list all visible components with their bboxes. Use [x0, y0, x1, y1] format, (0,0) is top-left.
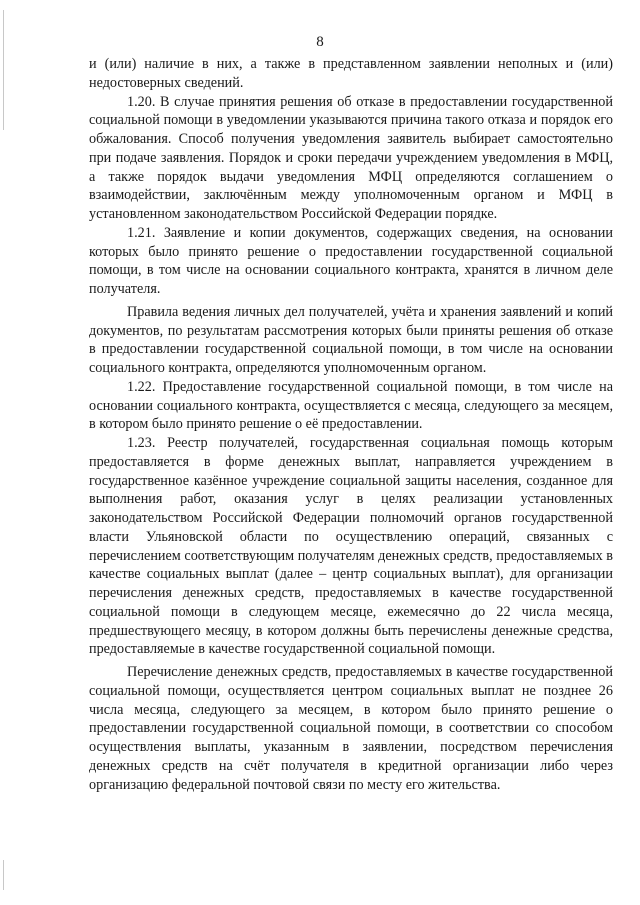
paragraph-continuation: и (или) наличие в них, а также в представленном заявлении неполных и (или) недостоверных сведений.: [89, 56, 613, 91]
page-number: 8: [316, 34, 324, 50]
scan-edge-mark: [3, 860, 4, 890]
scan-edge-mark: [3, 10, 4, 130]
paragraph-1-22: 1.22. Предоставление государственной социальной помощи, в том числе на основании социального контракта, осуществляется с месяца, следующего за месяцем, в котором было принято решение о её предоставлении.: [89, 378, 613, 433]
document-body: [89, 55, 613, 794]
paragraph-personal-files-rules: Правила ведения личных дел получателей, учёта и хранения заявлений и копий документов, по результатам рассмотрения которых были приняты решения об отказе в предоставлении государственной социальной помощи, в том числе на основании социального контракта, определяются уполномоченным органом.: [89, 303, 613, 376]
paragraph-1-23: 1.23. Реестр получателей, государственная социальная помощь которым предоставляется в форме денежных выплат, направляется учреждением в государственное казённое учреждение социальной защиты населения, созданное для выполнения работ, оказания услуг в целях реализации установленных законодательством Российской Федерации полномочий органов государственной власти Ульяновской области по осуществлению операций, связанных с перечислением соответствующим получателям денежных средств, предоставляемых в качестве социальных выплат (далее – центр социальных выплат), для организации перечисления денежных средств, предоставляемых в качестве государственной социальной помощи в следующем месяце, ежемесячно до 22 числа месяца, предшествующего месяцу, в котором должны быть перечислены денежные средства, предоставляемые в качестве государственной социальной помощи.: [89, 435, 613, 658]
paragraph-1-21: 1.21. Заявление и копии документов, содержащих сведения, на основании которых было принято решение о предоставлении государственной социальной помощи, в том числе на основании социального контракта, хранятся в личном деле получателя.: [89, 224, 613, 297]
paragraph-transfer-of-funds: Перечисление денежных средств, предоставляемых в качестве государственной социальной помощи, осуществляется центром социальных выплат не позднее 26 числа месяца, следующего за месяцем, в котором было принято решение о предоставлении государственной социальной помощи, в соответствии со способом осуществления выплаты, указанным в заявлении, посредством перечисления денежных средств на счёт получателя в кредитной организации либо через организацию федеральной почтовой связи по месту его жительства.: [89, 664, 613, 793]
paragraph-1-20: 1.20. В случае принятия решения об отказе в предоставлении государственной социальной помощи в уведомлении указываются причина такого отказа и порядок его обжалования. Способ получения уведомления заявитель выбирает самостоятельно при подаче заявления. Порядок и сроки передачи учреждением уведомления в МФЦ, а также порядок выдачи уведомления МФЦ определяются соглашением о взаимодействии, заключённым между уполномоченным органом и МФЦ в установленном законодательством Российской Федерации порядке.: [89, 93, 613, 222]
